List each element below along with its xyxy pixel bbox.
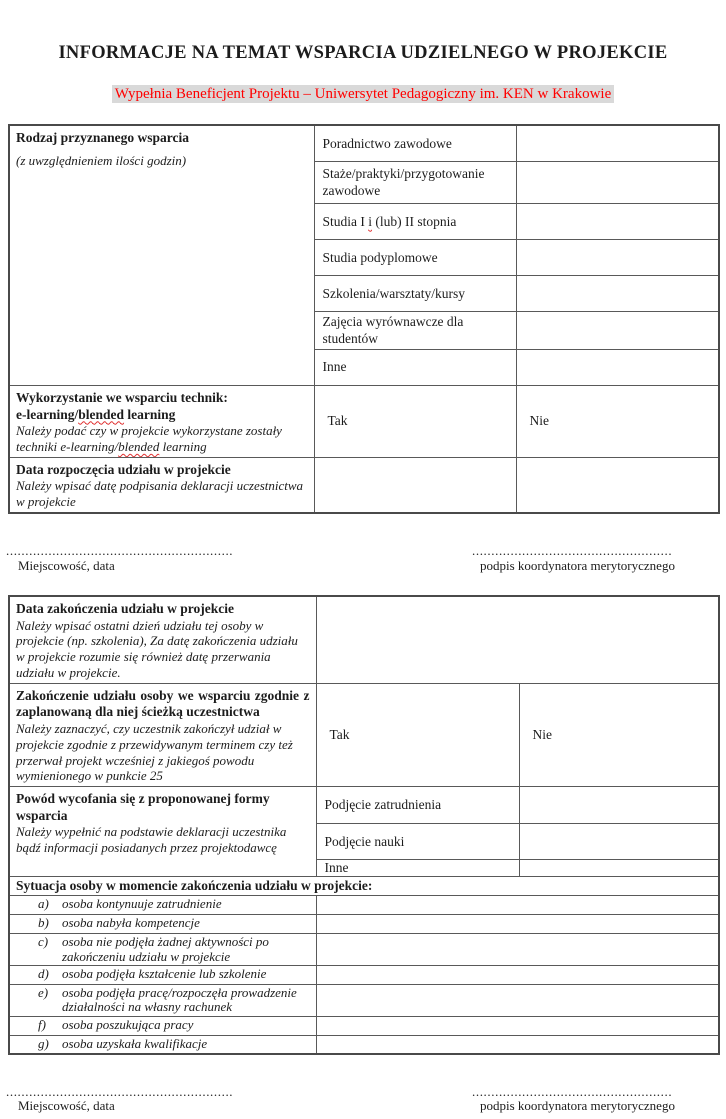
situation-item-b: b) osoba nabyła kompetencje bbox=[9, 915, 316, 934]
signature-block-bottom bbox=[0, 1085, 726, 1119]
option-label-remedial-classes: Zajęcia wyrównawcze dla studentów bbox=[314, 312, 516, 350]
end-date-note: Należy wpisać ostatni dzień udziału tej osoby w projekcie (np. szkolenia), Za datę zakończenia udziału w projekcie rozumie się również datę przerwania udziału w projekcie. bbox=[16, 617, 298, 681]
table-row bbox=[9, 596, 719, 683]
input-cell[interactable] bbox=[516, 276, 719, 312]
table-row bbox=[9, 683, 719, 786]
place-date-label: Miejscowość, data bbox=[18, 557, 115, 573]
input-cell[interactable] bbox=[516, 457, 719, 513]
end-date-header-cell bbox=[9, 596, 316, 683]
table-row bbox=[9, 1016, 719, 1035]
table-row bbox=[9, 984, 719, 1016]
support-type-label: Rodzaj przyznanego wsparcia bbox=[16, 130, 189, 146]
input-cell[interactable] bbox=[316, 915, 719, 934]
reason-label-other: Inne bbox=[316, 860, 519, 877]
input-cell[interactable] bbox=[516, 204, 719, 240]
situation-item-g: g) osoba uzyskała kwalifikacje bbox=[9, 1035, 316, 1054]
coordinator-label: podpis koordynatora merytorycznego bbox=[480, 557, 675, 573]
elearning-yes-cell[interactable]: Tak bbox=[314, 386, 516, 458]
input-cell[interactable] bbox=[519, 824, 719, 860]
withdrawal-label: Powód wycofania się z proponowanej formy wsparcia bbox=[16, 791, 270, 823]
dotted-line: ........................................................... bbox=[6, 544, 234, 559]
situation-item-f: f) osoba poszukująca pracy bbox=[9, 1016, 316, 1035]
input-cell[interactable] bbox=[316, 896, 719, 915]
table-row bbox=[9, 915, 719, 934]
spellcheck-squiggle: i bbox=[368, 213, 373, 229]
coordinator-signature bbox=[472, 544, 712, 574]
input-cell[interactable] bbox=[316, 934, 719, 966]
elearning-header-cell bbox=[9, 386, 314, 458]
input-cell[interactable] bbox=[519, 860, 719, 877]
signature-block-top bbox=[0, 544, 726, 578]
end-date-label: Data zakończenia udziału w projekcie bbox=[16, 601, 234, 617]
table-row bbox=[9, 965, 719, 984]
input-cell[interactable] bbox=[516, 125, 719, 162]
situation-item-e: e) osoba podjęła pracę/rozpoczęła prowadzenie działalności na własny rachunek bbox=[9, 984, 316, 1016]
situation-header: Sytuacja osoby w momencie zakończenia udziału w projekcie: bbox=[9, 877, 719, 896]
dotted-line: .................................................... bbox=[472, 544, 673, 559]
withdrawal-note: Należy wypełnić na podstawie deklaracji uczestnika bądź informacji posiadanych przez projektodawcę bbox=[16, 824, 287, 856]
option-label-other: Inne bbox=[314, 350, 516, 386]
table-row bbox=[9, 125, 719, 162]
input-cell[interactable] bbox=[316, 965, 719, 984]
elearning-label-line2: e-learning/blended learning bbox=[16, 406, 176, 422]
start-date-label: Data rozpoczęcia udziału w projekcie bbox=[16, 461, 231, 477]
reason-label-employment: Podjęcie zatrudnienia bbox=[316, 787, 519, 824]
input-cell[interactable] bbox=[516, 350, 719, 386]
elearning-no-cell[interactable]: Nie bbox=[516, 386, 719, 458]
table-row bbox=[9, 787, 719, 824]
dotted-line: ........................................................... bbox=[6, 1084, 234, 1099]
input-cell[interactable] bbox=[316, 596, 719, 683]
input-cell[interactable] bbox=[519, 787, 719, 824]
table-row bbox=[9, 1035, 719, 1054]
input-cell[interactable] bbox=[516, 162, 719, 204]
place-date-label: Miejscowość, data bbox=[18, 1098, 115, 1114]
option-label-career-counseling: Poradnictwo zawodowe bbox=[314, 125, 516, 162]
table-row bbox=[9, 877, 719, 896]
input-cell[interactable] bbox=[314, 457, 516, 513]
situation-item-d: d) osoba podjęła kształcenie lub szkolenie bbox=[9, 965, 316, 984]
input-cell[interactable] bbox=[316, 1035, 719, 1054]
completion-header-cell bbox=[9, 683, 316, 786]
reason-label-education: Podjęcie nauki bbox=[316, 824, 519, 860]
withdrawal-header-cell bbox=[9, 787, 316, 877]
spellcheck-squiggle: blended bbox=[78, 406, 125, 422]
table-row bbox=[9, 457, 719, 513]
situation-item-a: a) osoba kontynuuje zatrudnienie bbox=[9, 896, 316, 915]
page-title: INFORMACJE NA TEMAT WSPARCIA UDZIELNEGO W PROJEKCIE bbox=[58, 43, 668, 63]
input-cell[interactable] bbox=[316, 984, 719, 1016]
option-label-internships: Staże/praktyki/przygotowanie zawodowe bbox=[314, 162, 516, 204]
start-date-header-cell bbox=[9, 457, 314, 513]
support-granted-table bbox=[8, 124, 720, 514]
option-label-postgraduate: Studia podyplomowe bbox=[314, 240, 516, 276]
table-row bbox=[9, 896, 719, 915]
input-cell[interactable] bbox=[516, 240, 719, 276]
option-label-trainings: Szkolenia/warsztaty/kursy bbox=[314, 276, 516, 312]
input-cell[interactable] bbox=[516, 312, 719, 350]
elearning-note: Należy podać czy w projekcie wykorzystane zostały techniki e-learning/blended learning bbox=[16, 423, 282, 454]
completion-yes-cell[interactable]: Tak bbox=[316, 683, 519, 786]
start-date-note: Należy wpisać datę podpisania deklaracji uczestnictwa w projekcie bbox=[16, 478, 304, 510]
table-row bbox=[9, 386, 719, 458]
completion-label: Zakończenie udziału osoby we wsparciu zgodnie z zaplanowaną dla niej ścieżką uczestnictwa bbox=[16, 687, 310, 720]
place-date-signature bbox=[6, 1085, 236, 1115]
option-label-degree-studies: Studia I i (lub) II stopnia bbox=[314, 204, 516, 240]
subtitle-row bbox=[0, 85, 726, 104]
coordinator-label: podpis koordynatora merytorycznego bbox=[480, 1098, 675, 1114]
support-type-header-cell bbox=[9, 125, 314, 385]
completion-note: Należy zaznaczyć, czy uczestnik zakończył udział w projekcie zgodnie z przewidywanym terminem czy też przerwał projekt wcześniej z jakiegoś powodu wymienionego w punkcie 25 bbox=[16, 720, 293, 784]
participation-end-table bbox=[8, 595, 720, 1054]
input-cell[interactable] bbox=[316, 1016, 719, 1035]
support-type-note: (z uwzględnieniem ilości godzin) bbox=[16, 152, 187, 168]
completion-no-cell[interactable]: Nie bbox=[519, 683, 719, 786]
coordinator-signature bbox=[472, 1085, 712, 1115]
spellcheck-squiggle: blended bbox=[118, 438, 160, 454]
place-date-signature bbox=[6, 544, 236, 574]
table-row bbox=[9, 934, 719, 966]
elearning-label-line1: Wykorzystanie we wsparciu technik: bbox=[16, 390, 228, 406]
dotted-line: .................................................... bbox=[472, 1084, 673, 1099]
form-subtitle: Wypełnia Beneficjent Projektu – Uniwersytet Pedagogiczny im. KEN w Krakowie bbox=[112, 85, 614, 104]
situation-item-c: c) osoba nie podjęła żadnej aktywności po zakończeniu udziału w projekcie bbox=[9, 934, 316, 966]
